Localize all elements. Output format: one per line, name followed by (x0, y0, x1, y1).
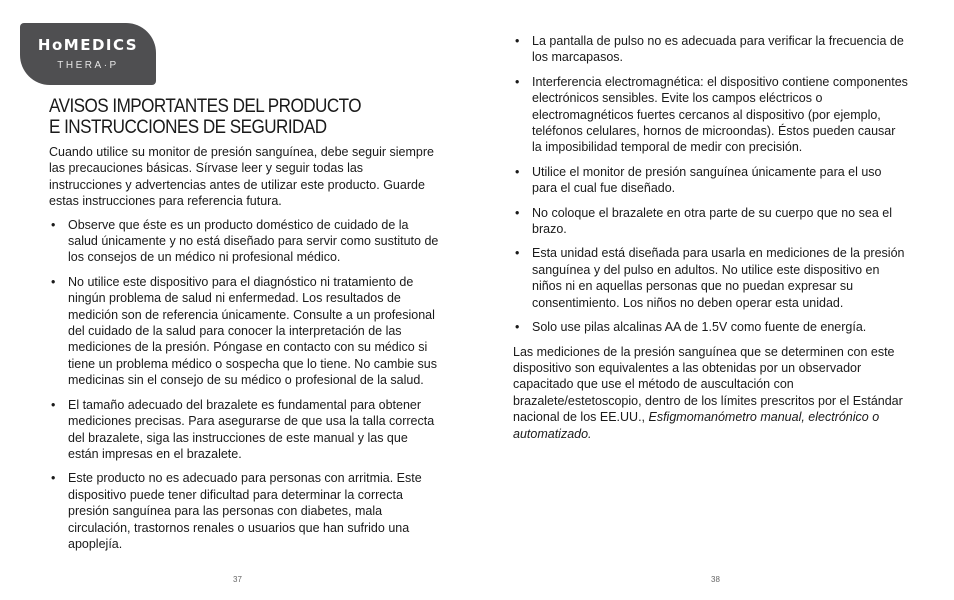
bullet-marker: • (515, 205, 520, 220)
bullet-marker: • (515, 164, 520, 179)
bullet-marker: • (51, 274, 56, 289)
bullet-marker: • (515, 320, 520, 335)
bullet-marker: • (515, 74, 520, 89)
right-column (513, 33, 908, 449)
list-item-text: La pantalla de pulso no es adecuada para verificar la frecuencia de los marcapasos. (532, 34, 904, 65)
homedics-logo (20, 23, 156, 85)
list-item-text: Este producto no es adecuado para personas con arritmia. Este dispositivo puede tener dificultad para determinar la correcta presión sanguínea para las personas con diabetes, mala circulación, trastornos renales o usuarios que han sufrido una apoplejía. (68, 471, 422, 551)
list-item (49, 217, 439, 266)
bullet-marker: • (51, 217, 56, 232)
intro-paragraph: Cuando utilice su monitor de presión sanguínea, debe seguir siempre las precauciones básicas. Sírvase leer y seguir todas las instrucciones y advertencias antes de utilizar este producto. Guarde estas instrucciones para referencia futura. (49, 145, 434, 209)
list-item-text: Esta unidad está diseñada para usarla en mediciones de la presión sanguínea y del pulso en adultos. No utilice este dispositivo en niños ni en aquellas personas que no puedan expresar su consentimiento. Los niños no deben operar esta unidad. (532, 246, 905, 310)
logo-sub: THERA·P (57, 60, 119, 71)
page-number-left: 37 (233, 575, 242, 584)
left-column (49, 144, 439, 560)
list-item-text: Interferencia electromagnética: el dispositivo contiene componentes electrónicos sensibles. Evite los campos eléctricos o electromagnéticos fuertes cercanos al dispositivo (por ejemplo, teléfonos celulares, hornos de microondas). Éstos pueden causar la imposibilidad temporal de medir con precisión. (532, 74, 908, 155)
logo-brand: HoMEDICS (37, 36, 139, 54)
list-item (513, 245, 908, 311)
closing-italic-text: Esfigmomanómetro manual, electrónico o automatizado. (513, 410, 880, 441)
list-item (513, 164, 908, 197)
list-item (513, 205, 908, 238)
list-item (49, 274, 439, 389)
page-title-line-1: AVISOS IMPORTANTES DEL PRODUCTO (49, 96, 362, 117)
bullet-marker: • (51, 397, 56, 412)
list-item (513, 33, 908, 66)
list-item-text: No utilice este dispositivo para el diagnóstico ni tratamiento de ningún problema de salud ni enfermedad. Los resultados de medición son de referencia únicamente. Consulte a un profesional del cuidado de la salud para conocer la interpretación de las mediciones de la presión. Póngase en contacto con su médico si tiene un problema médico o sospecha que lo tiene. No cambie sus medicinas sin el consejo de su médico o profesional de la salud. (68, 274, 437, 388)
list-item (513, 319, 908, 335)
left-bullet-list (49, 217, 439, 553)
closing-text: Las mediciones de la presión sanguínea que se determinen con este dispositivo son equivalentes a las obtenidas por un observador capacitado que use el método de auscultación con brazalete/estetoscopio, dentro de los límites prescritos por el Estándar nacional de los EE.UU., (513, 344, 903, 425)
right-bullet-list (513, 33, 908, 336)
closing-paragraph (513, 344, 908, 442)
list-item-text: El tamaño adecuado del brazalete es fundamental para obtener mediciones precisas. Para asegurarse de que usa la talla correcta del brazalete, siga las instrucciones de este manual y las que están impresas en el brazalete. (68, 397, 435, 461)
bullet-marker: • (51, 471, 56, 486)
list-item-text: Solo use pilas alcalinas AA de 1.5V como fuente de energía. (532, 320, 867, 335)
list-item-text: Observe que éste es un producto doméstico de cuidado de la salud únicamente y no está diseñado para servir como sustituto de los consejos de un médico ni profesional médico. (68, 217, 439, 265)
list-item-text: Utilice el monitor de presión sanguínea únicamente para el uso para el cual fue diseñado. (532, 164, 882, 196)
list-item-text: No coloque el brazalete en otra parte de su cuerpo que no sea el brazo. (532, 205, 892, 237)
page-title (49, 96, 400, 138)
bullet-marker: • (515, 246, 520, 261)
list-item (49, 470, 439, 552)
list-item (49, 397, 439, 463)
bullet-marker: • (515, 34, 520, 48)
page-title-line-2: E INSTRUCCIONES DE SEGURIDAD (49, 117, 327, 138)
list-item (513, 74, 908, 156)
page-number-right: 38 (711, 575, 720, 584)
